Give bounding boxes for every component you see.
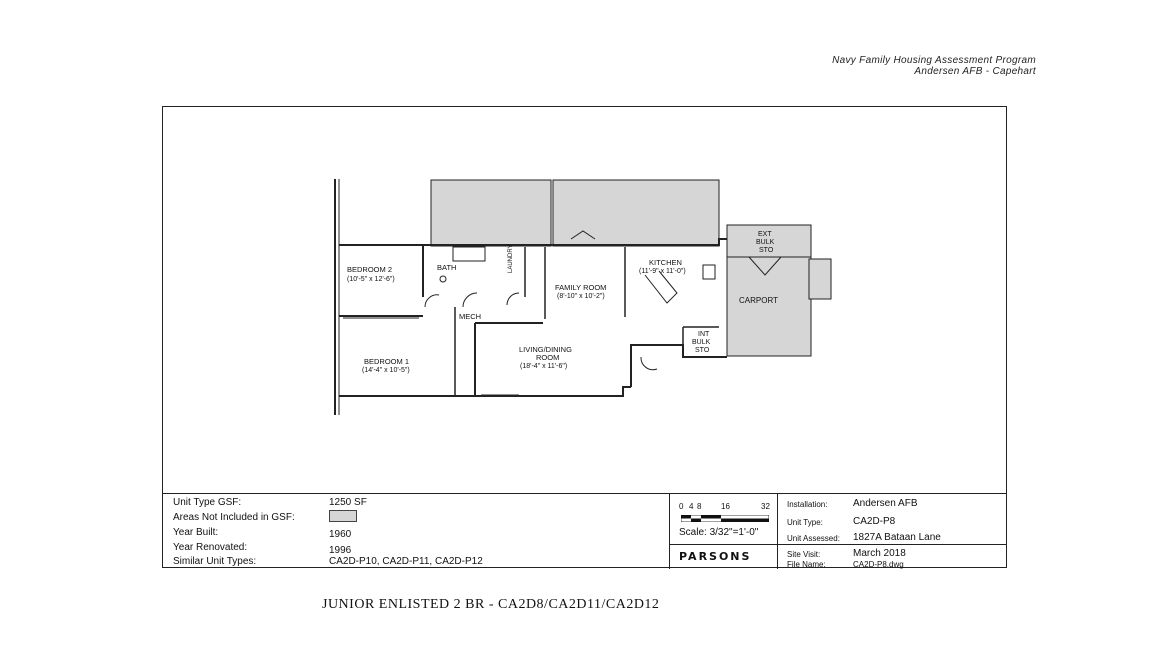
unit-type-gsf-value: 1250 SF [329,497,367,508]
installation-label: Installation: [787,500,828,509]
unit-assessed-value: 1827A Bataan Lane [853,532,941,543]
east-wall [631,345,727,387]
title-block-rule [669,544,777,545]
kitchen-label: KITCHEN [649,258,682,267]
ext-bulk-sto-label-3: STO [759,247,774,254]
parsons-logo: PARSONS [679,550,752,563]
carport-bay [809,259,831,299]
year-built-value: 1960 [329,529,352,540]
scale-tick-8: 8 [697,502,702,511]
mech-label: MECH [459,312,482,321]
family-room-label: FAMILY ROOM [555,283,607,292]
title-block [163,493,1006,569]
bedroom1-size: (14'-4" x 10'-5") [362,367,410,374]
site-visit-label: Site Visit: [787,550,821,559]
footer-caption: JUNIOR ENLISTED 2 BR - CA2D8/CA2D11/CA2D12 [322,597,660,612]
entry-door [641,357,657,370]
title-block-rule [777,544,1006,545]
toilet [440,276,446,282]
scale-tick-0: 0 [679,502,684,511]
title-block-divider [669,494,670,569]
site-visit-value: March 2018 [853,548,906,559]
scale-text: Scale: 3/32"=1'-0" [679,527,759,538]
drawing-sheet [162,106,1007,568]
bath-door [463,293,477,307]
carport-label: CARPORT [739,296,778,305]
patio-area [431,180,551,246]
range [703,265,715,279]
bath-label: BATH [437,263,457,272]
bedroom2-label: BEDROOM 2 [347,265,393,274]
unit-type-value: CA2D-P8 [853,516,896,527]
unit-type-gsf-label: Unit Type GSF: [173,497,242,508]
int-bulk-sto-label-1: INT [698,331,710,338]
graphic-scale-bar [681,515,769,522]
ext-bulk-sto-label-2: BULK [756,239,775,246]
header-location: Andersen AFB - Capehart [914,66,1036,77]
living-room-label-1: LIVING/DINING [519,345,572,354]
patio-area-2 [553,180,719,246]
bathtub [453,247,485,261]
title-block-divider [777,494,778,569]
installation-value: Andersen AFB [853,498,918,509]
bedroom2-size: (10'-5" x 12'-6") [347,276,395,283]
living-room-label-2: ROOM [536,353,560,362]
int-bulk-sto-label-2: BULK [692,339,711,346]
bedroom2-door [425,295,439,307]
scale-tick-32: 32 [761,502,770,511]
laundry-label: LAUNDRY [508,244,514,273]
living-room-size: (18'-4" x 11'-6") [520,363,568,370]
areas-not-included-swatch [329,510,357,522]
areas-not-included-label: Areas Not Included in GSF: [173,512,295,523]
family-room-size: (8'-10" x 10'-2") [557,293,605,300]
file-name-label: File Name: [787,560,826,569]
scale-tick-16: 16 [721,502,730,511]
similar-unit-types-value: CA2D-P10, CA2D-P11, CA2D-P12 [329,556,483,567]
laundry-door [507,293,519,305]
unit-assessed-label: Unit Assessed: [787,534,840,543]
int-bulk-sto-label-3: STO [695,347,710,354]
ext-bulk-sto-label-1: EXT [758,231,772,238]
scale-tick-4: 4 [689,502,694,511]
year-built-label: Year Built: [173,527,219,538]
year-renovated-label: Year Renovated: [173,542,248,553]
floor-plan [163,107,1006,493]
bedroom1-label: BEDROOM 1 [364,357,410,366]
similar-unit-types-label: Similar Unit Types: [173,556,257,567]
unit-type-label: Unit Type: [787,518,823,527]
stair [645,271,677,303]
kitchen-size: (11'-9" x 11'-0") [639,268,686,275]
header-program-title: Navy Family Housing Assessment Program [832,55,1036,66]
file-name-value: CA2D-P8.dwg [853,560,904,569]
year-renovated-value: 1996 [329,545,352,556]
